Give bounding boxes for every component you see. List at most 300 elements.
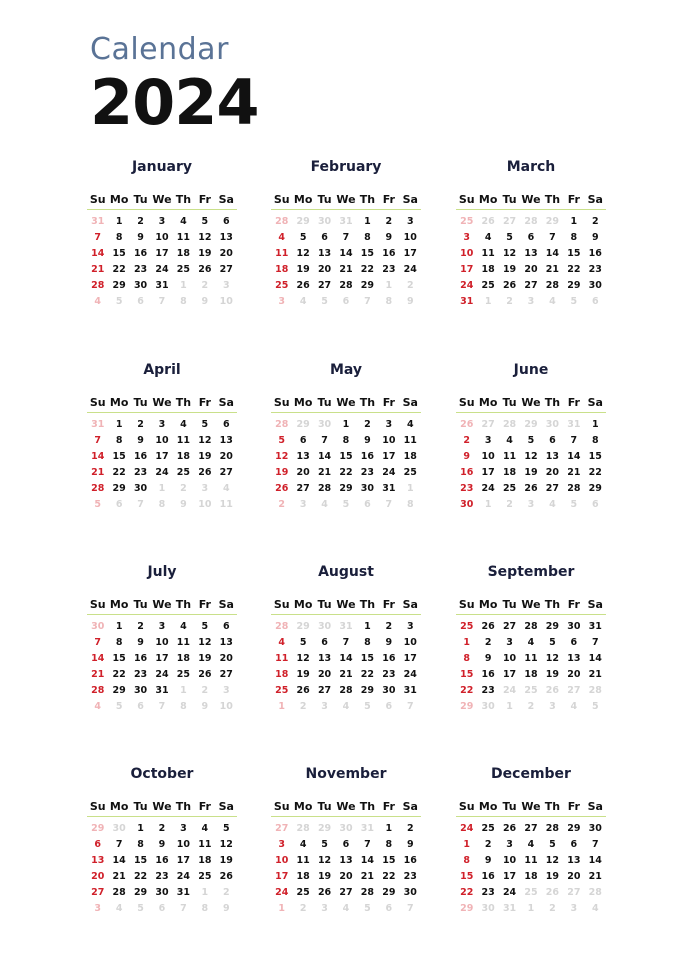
day-cell: 21 (588, 669, 602, 680)
month-april (87, 360, 237, 513)
day-cell: 17 (403, 653, 417, 664)
day-cell: 5 (527, 435, 535, 446)
adjacent-day-cell: 1 (278, 903, 286, 914)
adjacent-day-cell: 4 (342, 701, 350, 712)
day-cell: 20 (219, 451, 233, 462)
day-cell: 4 (180, 419, 187, 430)
day-cell: 16 (588, 248, 602, 259)
day-cell: 24 (382, 467, 396, 478)
day-cell: 3 (158, 419, 166, 430)
adjacent-day-cell: 3 (321, 903, 328, 914)
day-cell: 29 (133, 887, 148, 898)
day-cell: 30 (588, 823, 602, 834)
adjacent-day-cell: 5 (321, 296, 328, 307)
day-cell: 20 (219, 248, 233, 259)
weekday-label: Mo (108, 798, 129, 817)
day-cell: 4 (484, 232, 492, 243)
day-cell: 23 (481, 685, 495, 696)
day-cell: 15 (460, 871, 474, 882)
day-cell: 6 (570, 839, 578, 850)
day-cell: 11 (176, 637, 191, 648)
weekday-label: Fr (378, 394, 399, 413)
day-cell: 14 (112, 855, 126, 866)
month-grid (456, 394, 606, 513)
day-cell: 29 (567, 823, 581, 834)
day-cell: 2 (137, 621, 144, 632)
adjacent-day-cell: 30 (317, 621, 332, 632)
weekday-label: Sa (400, 596, 421, 615)
weekday-label: Sa (585, 191, 606, 210)
day-cell: 4 (180, 621, 187, 632)
day-cell: 5 (278, 435, 286, 446)
weekday-label: Sa (216, 394, 237, 413)
adjacent-day-cell: 29 (460, 701, 474, 712)
weekday-label: Tu (499, 394, 520, 413)
day-cell: 27 (219, 669, 233, 680)
day-cell: 25 (275, 280, 289, 291)
month-name: November (305, 766, 387, 782)
day-cell: 14 (91, 451, 105, 462)
day-cell: 9 (385, 637, 393, 648)
day-cell: 3 (406, 216, 414, 227)
adjacent-day-cell: 4 (94, 296, 102, 307)
day-cell: 11 (481, 248, 495, 259)
day-cell: 30 (403, 887, 417, 898)
day-cell: 14 (339, 653, 353, 664)
adjacent-day-cell: 28 (502, 419, 517, 430)
day-cell: 23 (460, 483, 474, 494)
adjacent-day-cell: 5 (570, 296, 578, 307)
adjacent-day-cell: 4 (570, 701, 578, 712)
weekday-label: Th (357, 394, 378, 413)
adjacent-day-cell: 2 (506, 499, 513, 510)
month-january (87, 157, 237, 310)
day-cell: 12 (275, 451, 289, 462)
adjacent-day-cell: 27 (275, 823, 289, 834)
day-cell: 15 (460, 669, 474, 680)
weekday-label: Sa (400, 191, 421, 210)
day-cell: 17 (155, 248, 169, 259)
adjacent-day-cell: 1 (484, 296, 492, 307)
day-cell: 22 (382, 871, 396, 882)
day-cell: 9 (463, 451, 471, 462)
day-cell: 19 (524, 467, 538, 478)
weekday-label: Tu (130, 596, 151, 615)
adjacent-day-cell: 1 (180, 685, 187, 696)
weekday-label: Th (173, 394, 194, 413)
day-cell: 19 (502, 264, 517, 275)
day-cell: 19 (198, 653, 212, 664)
day-cell: 28 (91, 280, 105, 291)
adjacent-day-cell: 2 (299, 701, 307, 712)
day-cell: 8 (137, 839, 144, 850)
adjacent-day-cell: 9 (180, 499, 187, 510)
day-cell: 17 (403, 248, 417, 259)
adjacent-day-cell: 4 (94, 701, 102, 712)
adjacent-day-cell: 27 (502, 216, 517, 227)
adjacent-day-cell: 4 (222, 483, 230, 494)
day-cell: 20 (219, 653, 233, 664)
day-cell: 10 (155, 232, 169, 243)
day-cell: 30 (460, 499, 474, 510)
day-cell: 25 (275, 685, 289, 696)
weekday-label: Th (542, 394, 563, 413)
month-august (271, 562, 421, 715)
day-cell: 20 (567, 871, 581, 882)
adjacent-day-cell: 8 (180, 701, 187, 712)
day-cell: 4 (278, 232, 286, 243)
day-cell: 25 (176, 669, 191, 680)
day-cell: 26 (198, 467, 212, 478)
day-cell: 6 (94, 839, 102, 850)
adjacent-day-cell: 26 (460, 419, 474, 430)
day-cell: 27 (545, 483, 560, 494)
weekday-label: Mo (108, 596, 129, 615)
day-cell: 27 (317, 685, 332, 696)
adjacent-day-cell: 5 (115, 701, 123, 712)
day-cell: 7 (364, 839, 371, 850)
day-cell: 17 (502, 669, 517, 680)
adjacent-day-cell: 30 (339, 823, 353, 834)
adjacent-day-cell: 5 (137, 903, 144, 914)
weekday-label: Tu (130, 191, 151, 210)
day-cell: 12 (545, 855, 560, 866)
day-cell: 13 (219, 637, 233, 648)
day-cell: 31 (155, 280, 169, 291)
day-cell: 11 (198, 839, 212, 850)
adjacent-day-cell: 6 (385, 903, 393, 914)
adjacent-day-cell: 9 (201, 296, 209, 307)
adjacent-day-cell: 3 (94, 903, 102, 914)
day-cell: 2 (484, 637, 492, 648)
adjacent-day-cell: 6 (364, 499, 371, 510)
day-cell: 2 (463, 435, 471, 446)
weekday-label: Sa (400, 394, 421, 413)
month-grid (456, 596, 606, 715)
day-cell: 29 (588, 483, 602, 494)
day-cell: 16 (382, 653, 396, 664)
day-cell: 13 (296, 451, 310, 462)
day-cell: 1 (385, 823, 393, 834)
adjacent-day-cell: 8 (201, 903, 209, 914)
day-cell: 28 (545, 280, 560, 291)
day-cell: 26 (219, 871, 233, 882)
day-cell: 6 (222, 419, 230, 430)
adjacent-day-cell: 5 (364, 701, 371, 712)
adjacent-day-cell: 11 (219, 499, 233, 510)
day-cell: 22 (567, 264, 581, 275)
month-november (271, 764, 421, 917)
day-cell: 18 (296, 871, 310, 882)
day-cell: 10 (275, 855, 289, 866)
adjacent-day-cell: 27 (567, 685, 581, 696)
day-cell: 11 (502, 451, 517, 462)
day-cell: 25 (481, 280, 495, 291)
day-cell: 14 (588, 653, 602, 664)
day-cell: 19 (296, 669, 310, 680)
adjacent-day-cell: 2 (527, 701, 535, 712)
adjacent-day-cell: 2 (299, 903, 307, 914)
adjacent-day-cell: 31 (360, 823, 375, 834)
month-december (456, 764, 606, 917)
day-cell: 5 (321, 839, 328, 850)
day-cell: 26 (481, 621, 495, 632)
adjacent-day-cell: 28 (588, 887, 602, 898)
day-cell: 10 (176, 839, 191, 850)
adjacent-day-cell: 5 (94, 499, 102, 510)
adjacent-day-cell: 1 (201, 887, 209, 898)
weekday-label: Fr (378, 596, 399, 615)
day-cell: 1 (342, 419, 350, 430)
day-cell: 23 (382, 264, 396, 275)
day-cell: 27 (219, 264, 233, 275)
day-cell: 13 (339, 855, 353, 866)
day-cell: 25 (460, 621, 474, 632)
day-cell: 9 (385, 232, 393, 243)
day-cell: 7 (549, 232, 556, 243)
day-cell: 21 (339, 669, 353, 680)
adjacent-day-cell: 26 (545, 887, 560, 898)
adjacent-day-cell: 29 (296, 419, 310, 430)
adjacent-day-cell: 1 (406, 483, 414, 494)
weekday-label: Tu (314, 191, 335, 210)
day-cell: 15 (339, 451, 353, 462)
day-cell: 25 (198, 871, 212, 882)
day-cell: 3 (406, 621, 414, 632)
adjacent-day-cell: 1 (385, 280, 393, 291)
month-october (87, 764, 237, 917)
day-cell: 16 (460, 467, 474, 478)
year-title: 2024 (90, 66, 259, 139)
adjacent-day-cell: 4 (115, 903, 123, 914)
adjacent-day-cell: 9 (406, 296, 414, 307)
day-cell: 15 (360, 248, 375, 259)
adjacent-day-cell: 7 (385, 499, 393, 510)
day-cell: 5 (201, 216, 209, 227)
adjacent-day-cell: 27 (567, 887, 581, 898)
adjacent-day-cell: 10 (198, 499, 212, 510)
weekday-label: Tu (314, 798, 335, 817)
day-cell: 18 (403, 451, 417, 462)
day-cell: 30 (567, 621, 581, 632)
adjacent-day-cell: 5 (364, 903, 371, 914)
weekday-label: Th (357, 596, 378, 615)
day-cell: 23 (481, 887, 495, 898)
day-cell: 25 (176, 467, 191, 478)
day-cell: 14 (339, 248, 353, 259)
day-cell: 4 (406, 419, 414, 430)
day-cell: 30 (133, 483, 148, 494)
day-cell: 16 (481, 871, 495, 882)
adjacent-day-cell: 4 (591, 903, 599, 914)
day-cell: 7 (570, 435, 578, 446)
weekday-label: Fr (563, 191, 584, 210)
day-cell: 19 (296, 264, 310, 275)
day-cell: 1 (364, 216, 371, 227)
weekday-label: Sa (400, 798, 421, 817)
month-name: August (318, 564, 374, 580)
month-name: April (143, 362, 181, 378)
weekday-label: Tu (499, 798, 520, 817)
weekday-label: Th (173, 798, 194, 817)
day-cell: 23 (133, 467, 148, 478)
day-cell: 18 (524, 669, 538, 680)
weekday-label: Fr (378, 798, 399, 817)
day-cell: 1 (115, 419, 123, 430)
adjacent-day-cell: 31 (91, 419, 105, 430)
month-name: March (506, 159, 556, 175)
day-cell: 24 (155, 669, 169, 680)
adjacent-day-cell: 4 (549, 296, 556, 307)
day-cell: 3 (180, 823, 187, 834)
day-cell: 9 (137, 232, 144, 243)
adjacent-day-cell: 28 (275, 621, 289, 632)
day-cell: 28 (524, 621, 538, 632)
day-cell: 29 (567, 280, 581, 291)
adjacent-day-cell: 30 (481, 701, 495, 712)
adjacent-day-cell: 2 (222, 887, 230, 898)
day-cell: 27 (524, 280, 538, 291)
day-cell: 17 (176, 855, 191, 866)
day-cell: 8 (115, 637, 123, 648)
day-cell: 5 (549, 637, 556, 648)
adjacent-day-cell: 2 (180, 483, 187, 494)
adjacent-day-cell: 5 (342, 499, 350, 510)
day-cell: 15 (588, 451, 602, 462)
day-cell: 5 (506, 232, 513, 243)
day-cell: 14 (91, 248, 105, 259)
day-cell: 18 (176, 653, 191, 664)
adjacent-day-cell: 10 (219, 296, 233, 307)
day-cell: 18 (176, 248, 191, 259)
adjacent-day-cell: 9 (201, 701, 209, 712)
day-cell: 30 (588, 280, 602, 291)
day-cell: 20 (567, 669, 581, 680)
day-cell: 26 (296, 280, 310, 291)
day-cell: 27 (502, 621, 517, 632)
day-cell: 24 (155, 264, 169, 275)
day-cell: 13 (317, 248, 332, 259)
month-grid (87, 394, 237, 513)
day-cell: 28 (317, 483, 332, 494)
day-cell: 25 (296, 887, 310, 898)
month-name: October (130, 766, 194, 782)
weekday-label: Sa (585, 798, 606, 817)
day-cell: 20 (339, 871, 353, 882)
day-cell: 8 (591, 435, 599, 446)
weekday-label: Mo (108, 191, 129, 210)
day-cell: 11 (176, 232, 191, 243)
day-cell: 28 (567, 483, 581, 494)
day-cell: 15 (382, 855, 396, 866)
adjacent-day-cell: 3 (549, 701, 556, 712)
month-name: May (329, 362, 363, 378)
day-cell: 1 (137, 823, 144, 834)
weekday-label: We (151, 191, 172, 210)
day-cell: 29 (112, 483, 126, 494)
day-cell: 24 (403, 669, 417, 680)
adjacent-day-cell: 3 (201, 483, 209, 494)
adjacent-day-cell: 29 (460, 903, 474, 914)
adjacent-day-cell: 29 (91, 823, 105, 834)
day-cell: 8 (115, 435, 123, 446)
day-cell: 6 (222, 216, 230, 227)
adjacent-day-cell: 1 (278, 701, 286, 712)
day-cell: 13 (219, 435, 233, 446)
day-cell: 31 (176, 887, 191, 898)
day-cell: 11 (524, 855, 538, 866)
day-cell: 30 (382, 685, 396, 696)
day-cell: 22 (588, 467, 602, 478)
day-cell: 28 (91, 483, 105, 494)
day-cell: 23 (382, 669, 396, 680)
weekday-label: Sa (216, 596, 237, 615)
day-cell: 2 (406, 823, 414, 834)
weekday-label: We (335, 798, 356, 817)
adjacent-day-cell: 8 (385, 296, 393, 307)
day-cell: 21 (91, 264, 105, 275)
weekday-label: Th (173, 191, 194, 210)
day-cell: 29 (339, 483, 353, 494)
month-march (456, 157, 606, 310)
month-grid (271, 596, 421, 715)
day-cell: 26 (524, 483, 538, 494)
day-cell: 20 (524, 264, 538, 275)
day-cell: 3 (506, 839, 513, 850)
day-cell: 16 (403, 855, 417, 866)
month-grid (271, 394, 421, 513)
day-cell: 16 (133, 451, 148, 462)
month-grid (271, 191, 421, 310)
day-cell: 14 (317, 451, 332, 462)
weekday-label: Fr (378, 191, 399, 210)
day-cell: 10 (403, 637, 417, 648)
weekday-label: Fr (563, 798, 584, 817)
day-cell: 13 (567, 653, 581, 664)
day-cell: 19 (198, 248, 212, 259)
day-cell: 2 (364, 419, 371, 430)
day-cell: 1 (115, 621, 123, 632)
day-cell: 4 (278, 637, 286, 648)
adjacent-day-cell: 31 (339, 216, 353, 227)
day-cell: 29 (112, 685, 126, 696)
adjacent-day-cell: 2 (549, 903, 556, 914)
weekday-label: We (520, 596, 541, 615)
day-cell: 12 (296, 653, 310, 664)
day-cell: 17 (460, 264, 474, 275)
day-cell: 8 (364, 232, 371, 243)
weekday-label: Mo (292, 394, 313, 413)
day-cell: 3 (463, 232, 471, 243)
day-cell: 7 (94, 232, 102, 243)
day-cell: 2 (385, 621, 393, 632)
day-cell: 9 (406, 839, 414, 850)
adjacent-day-cell: 7 (158, 296, 166, 307)
adjacent-day-cell: 30 (545, 419, 560, 430)
day-cell: 16 (133, 653, 148, 664)
weekday-label: We (151, 596, 172, 615)
day-cell: 7 (591, 637, 599, 648)
day-cell: 23 (155, 871, 169, 882)
day-cell: 4 (201, 823, 209, 834)
weekday-label: We (520, 798, 541, 817)
adjacent-day-cell: 25 (524, 887, 538, 898)
weekday-label: Sa (216, 798, 237, 817)
day-cell: 23 (588, 264, 602, 275)
day-cell: 20 (317, 264, 332, 275)
day-cell: 24 (403, 264, 417, 275)
day-cell: 20 (91, 871, 105, 882)
